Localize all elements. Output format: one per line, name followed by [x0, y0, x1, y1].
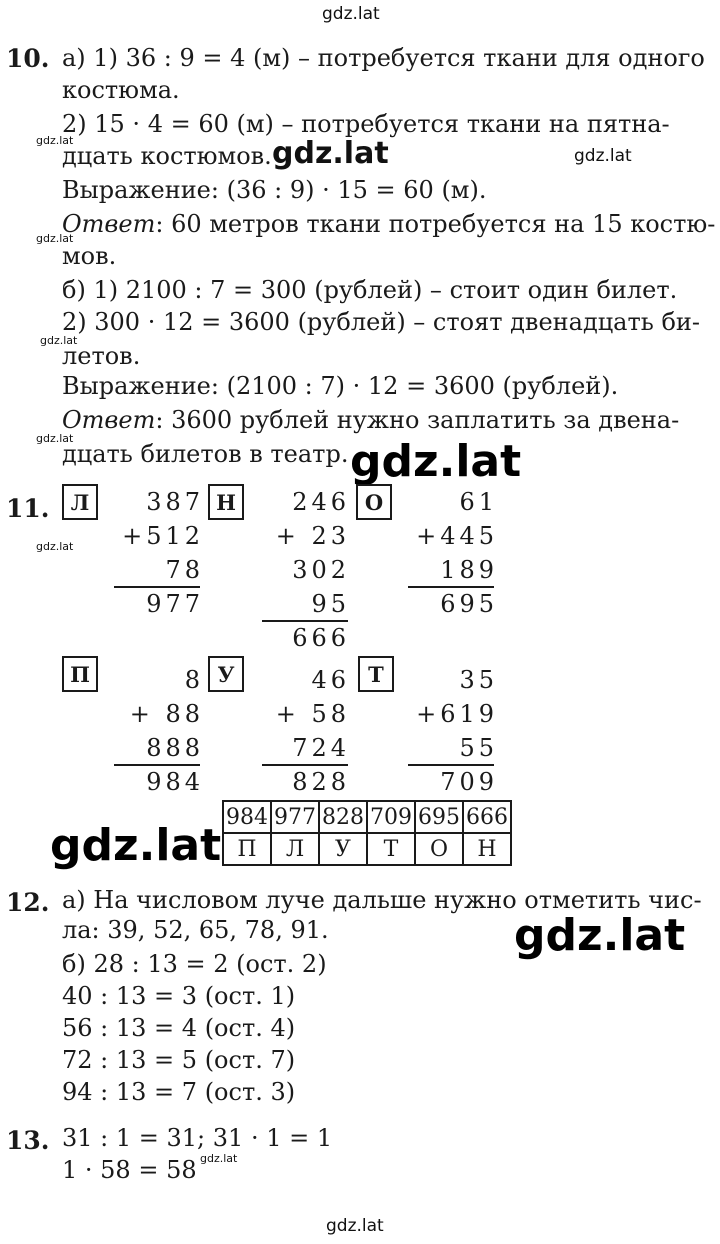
sum: 709: [440, 768, 498, 796]
table-cell: Л: [271, 833, 319, 865]
table-cell: П: [223, 833, 271, 865]
addend: +512: [122, 522, 204, 550]
line: костюма.: [62, 76, 180, 104]
sum: 695: [440, 590, 498, 618]
addend: + 23: [275, 522, 350, 550]
line: 31 : 1 = 31; 31 · 1 = 1: [62, 1124, 333, 1152]
watermark-bottom: gdz.lat: [326, 1216, 384, 1236]
addend: +619: [416, 700, 498, 728]
table-cell: 984: [223, 801, 271, 833]
line: а) На числовом луче дальше нужно отметить чис-: [62, 886, 702, 914]
sum-line: [262, 764, 348, 766]
answer-table: [222, 800, 512, 866]
sum: 977: [146, 590, 204, 618]
line: летов.: [62, 342, 141, 370]
watermark-small: gdz.lat: [36, 134, 74, 147]
letter-box: П: [62, 656, 98, 692]
line: а) 1) 36 : 9 = 4 (м) – потребуется ткани для одного: [62, 44, 705, 72]
addend: 246: [292, 488, 350, 516]
watermark-small: gdz.lat: [36, 432, 74, 445]
table-cell: Н: [463, 833, 511, 865]
sum: 984: [146, 768, 204, 796]
task-number: 12.: [6, 888, 50, 917]
table-cell: 977: [271, 801, 319, 833]
line: мов.: [62, 242, 117, 270]
answer-text: : 3600 рублей нужно заплатить за двена-: [155, 406, 680, 434]
addend: 55: [459, 734, 498, 762]
addend: 189: [440, 556, 498, 584]
table-cell: Т: [367, 833, 415, 865]
addend: 78: [165, 556, 204, 584]
line: дцать билетов в театр.: [62, 440, 349, 468]
line: дцать костюмов.: [62, 142, 272, 170]
sum: 828: [292, 768, 350, 796]
task-number: 13.: [6, 1126, 50, 1155]
line: Выражение: (36 : 9) · 15 = 60 (м).: [62, 176, 487, 204]
line: 72 : 13 = 5 (ост. 7): [62, 1046, 296, 1074]
addend: + 58: [275, 700, 350, 728]
watermark-small: gdz.lat: [40, 334, 78, 347]
letter-box: Л: [62, 484, 98, 520]
addend: 35: [459, 666, 498, 694]
line: 1 · 58 = 58: [62, 1156, 197, 1184]
addend: 724: [292, 734, 350, 762]
answer-line: [62, 212, 715, 236]
line: б) 1) 2100 : 7 = 300 (рублей) – стоит один билет.: [62, 276, 678, 304]
letter-box: О: [356, 484, 392, 520]
table-cell: 695: [415, 801, 463, 833]
addend: 46: [311, 666, 350, 694]
addend: 302: [292, 556, 350, 584]
task-number: 10.: [6, 44, 50, 73]
line: Выражение: (2100 : 7) · 12 = 3600 (рублей).: [62, 372, 619, 400]
answer-text: : 60 метров ткани потребуется на 15 костю-: [155, 210, 716, 238]
letter-box: Н: [208, 484, 244, 520]
sum-line: [262, 620, 348, 622]
answer-label: Ответ: [62, 210, 156, 238]
addend: + 88: [129, 700, 204, 728]
watermark-big: gdz.lat: [514, 910, 686, 961]
addend: 95: [311, 590, 350, 618]
answer-line: [62, 408, 679, 432]
line: б) 28 : 13 = 2 (ост. 2): [62, 950, 327, 978]
task-number: 11.: [6, 494, 50, 523]
watermark-small: gdz.lat: [200, 1152, 238, 1165]
letter-box: У: [208, 656, 244, 692]
table-cell: О: [415, 833, 463, 865]
sum-line: [114, 764, 200, 766]
table-cell: 666: [463, 801, 511, 833]
table-row: [223, 833, 511, 865]
table-cell: 709: [367, 801, 415, 833]
sum-line: [408, 586, 494, 588]
sum-line: [408, 764, 494, 766]
line: 94 : 13 = 7 (ост. 3): [62, 1078, 296, 1106]
watermark-small: gdz.lat: [36, 540, 74, 553]
addend: +445: [416, 522, 498, 550]
watermark-mid: gdz.lat: [272, 136, 389, 171]
line: 2) 15 · 4 = 60 (м) – потребуется ткани на пятна-: [62, 110, 670, 138]
watermark-right: gdz.lat: [574, 146, 632, 166]
addend: 387: [146, 488, 204, 516]
letter-box: Т: [358, 656, 394, 692]
addend: 61: [459, 488, 498, 516]
line: 56 : 13 = 4 (ост. 4): [62, 1014, 296, 1042]
addend: 8: [184, 666, 204, 694]
line: ла: 39, 52, 65, 78, 91.: [62, 916, 329, 944]
watermark-small: gdz.lat: [36, 232, 74, 245]
watermark-top: gdz.lat: [322, 4, 380, 24]
watermark-big: gdz.lat: [50, 820, 222, 871]
answer-label: Ответ: [62, 406, 156, 434]
table-row: [223, 801, 511, 833]
table-cell: У: [319, 833, 367, 865]
line: 40 : 13 = 3 (ост. 1): [62, 982, 296, 1010]
sum-line: [114, 586, 200, 588]
addend: 888: [146, 734, 204, 762]
sum: 666: [292, 624, 350, 652]
line: 2) 300 · 12 = 3600 (рублей) – стоят двенадцать би-: [62, 308, 700, 336]
watermark-big: gdz.lat: [350, 436, 522, 487]
table-cell: 828: [319, 801, 367, 833]
